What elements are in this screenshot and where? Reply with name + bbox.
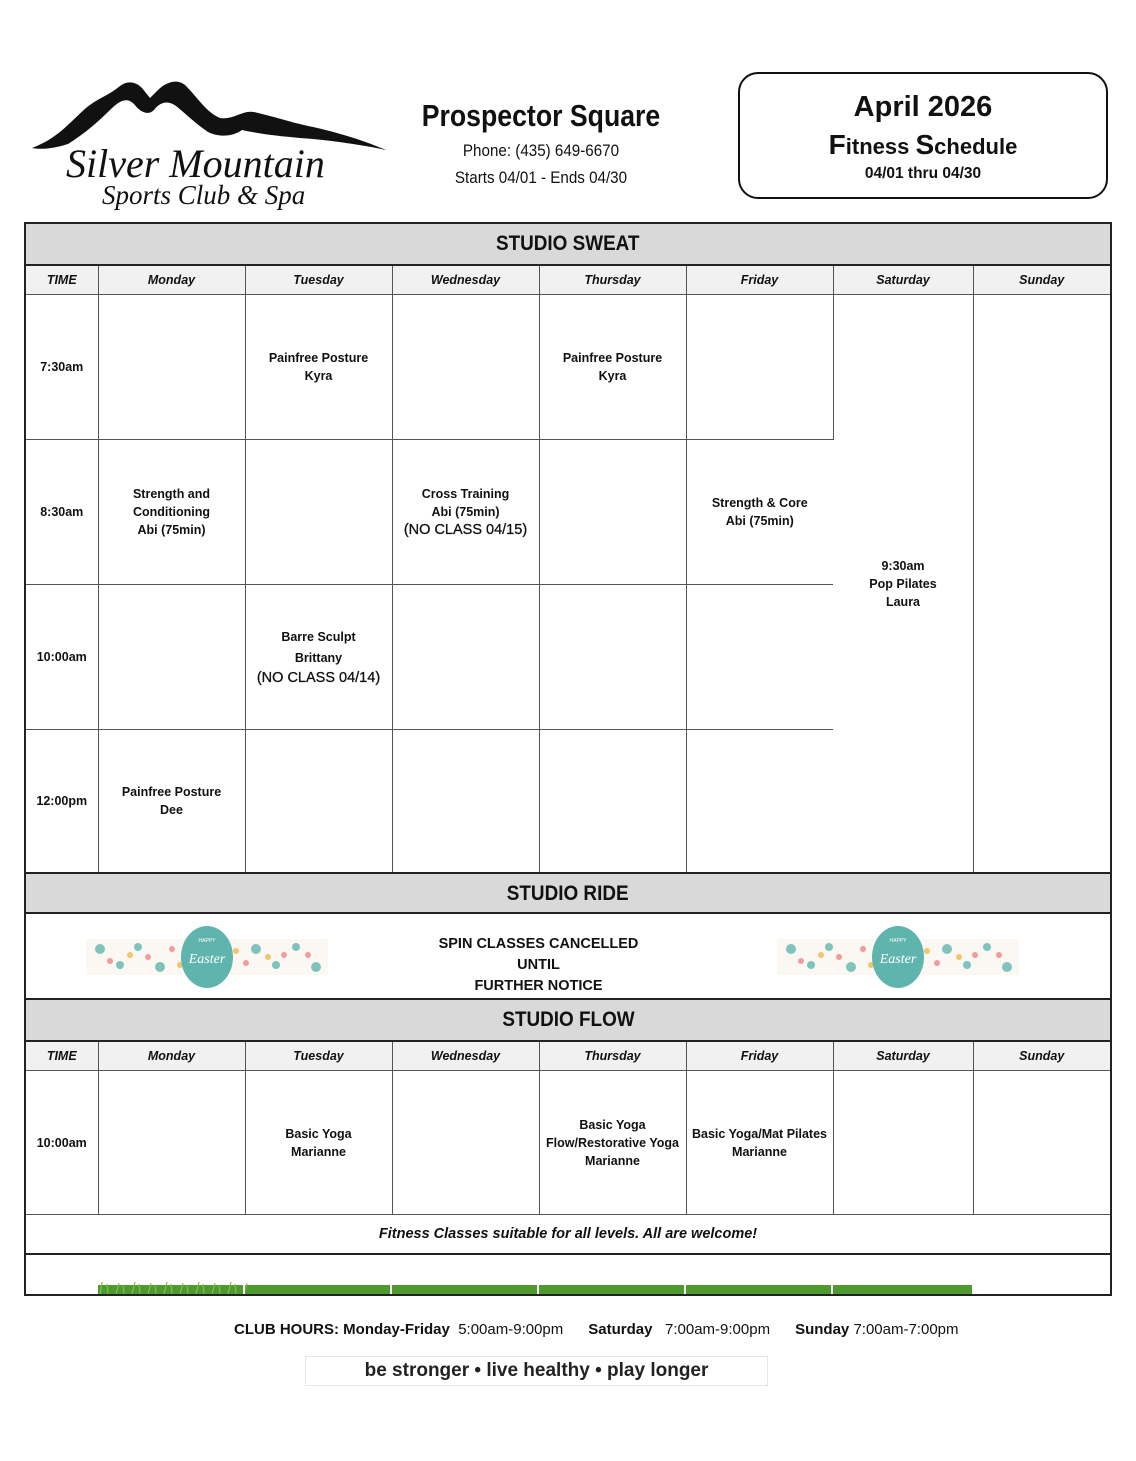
month-box <box>738 72 1108 199</box>
empty-cell <box>539 585 686 730</box>
class-cell <box>539 1071 686 1215</box>
club-hours <box>234 1321 959 1338</box>
weekday-label: Monday-Friday <box>343 1321 450 1338</box>
location-title: Prospector Square <box>421 98 661 133</box>
instructor: Marianne <box>732 1144 787 1159</box>
subtitle-cap-s: S <box>915 129 935 160</box>
class-name: Painfree Posture <box>562 351 663 365</box>
logo-title: Silver Mountain <box>66 141 325 186</box>
empty-cell <box>392 585 539 730</box>
class-cell <box>98 440 245 585</box>
col-saturday: Saturday <box>833 266 973 295</box>
class-name: Strength & Core <box>711 496 808 510</box>
studio-ride-row <box>26 914 1110 1000</box>
table-row <box>26 1071 1110 1215</box>
col-monday: Monday <box>98 1042 245 1071</box>
col-saturday: Saturday <box>833 1042 973 1071</box>
instructor: Brittany <box>294 651 343 665</box>
instructor: Abi (75min) <box>725 514 794 528</box>
saturday-label: Saturday <box>588 1321 653 1338</box>
flow-header-row <box>26 1042 1110 1071</box>
location-info <box>400 98 682 188</box>
studio-ride-title: STUDIO RIDE <box>507 882 629 905</box>
month-dates: 04/01 thru 04/30 <box>864 165 982 182</box>
class-cell <box>686 440 833 585</box>
class-name: Basic Yoga <box>579 1117 646 1132</box>
studio-flow-header <box>26 1000 1110 1042</box>
time-cell: 12:00pm <box>26 730 98 873</box>
saturday-class-cell <box>833 295 973 873</box>
empty-cell <box>245 440 392 585</box>
empty-cell <box>686 585 833 730</box>
weekday-hours: 5:00am-9:00pm <box>458 1321 564 1338</box>
studio-sweat-title: STUDIO SWEAT <box>496 232 640 255</box>
col-sunday: Sunday <box>973 1042 1110 1071</box>
no-class-note: (NO CLASS 04/14) <box>256 670 381 686</box>
col-friday: Friday <box>686 266 833 295</box>
class-name: Painfree Posture <box>121 785 222 799</box>
class-name: Conditioning <box>132 505 211 519</box>
time-cell: 7:30am <box>26 295 98 440</box>
col-thursday: Thursday <box>539 1042 686 1071</box>
col-monday: Monday <box>98 266 245 295</box>
studio-sweat-header <box>26 224 1110 266</box>
sweat-header-row <box>26 266 1110 295</box>
easter-text: Easter <box>188 952 226 967</box>
time-cell: 10:00am <box>26 1071 98 1215</box>
class-time: 9:30am <box>881 558 925 573</box>
studio-ride-header <box>26 872 1110 914</box>
sunday-label: Sunday <box>795 1321 850 1338</box>
class-name: Basic Yoga <box>285 1126 352 1141</box>
no-class-note: (NO CLASS 04/15) <box>403 522 528 538</box>
subtitle-cap-f: F <box>828 129 846 160</box>
col-wednesday: Wednesday <box>392 266 539 295</box>
class-cell <box>245 585 392 730</box>
easter-small-text: HAPPY <box>198 938 216 944</box>
class-cell <box>686 1071 833 1215</box>
empty-cell <box>686 295 833 440</box>
message-line-1: SPIN CLASSES CANCELLED UNTIL <box>438 936 639 973</box>
empty-cell <box>245 730 392 873</box>
month-title: April 2026 <box>853 91 993 123</box>
col-tuesday: Tuesday <box>245 1042 392 1071</box>
spin-cancel-message <box>416 934 661 997</box>
class-name: Pop Pilates <box>869 576 937 591</box>
class-name: Strength and <box>132 487 211 501</box>
easter-banner-left-icon <box>86 925 328 989</box>
empty-cell <box>539 730 686 873</box>
logo-subtitle: Sports Club & Spa <box>102 180 306 210</box>
col-wednesday: Wednesday <box>392 1042 539 1071</box>
class-name: Painfree Posture <box>268 351 369 365</box>
instructor: Kyra <box>598 369 627 383</box>
class-name: Barre Sculpt <box>281 630 356 644</box>
col-thursday: Thursday <box>539 266 686 295</box>
empty-cell <box>98 295 245 440</box>
easter-banner-right-icon <box>777 925 1019 989</box>
club-logo <box>28 72 390 214</box>
empty-cell <box>973 295 1110 873</box>
saturday-hours: 7:00am-9:00pm <box>665 1321 771 1338</box>
instructor: Abi (75min) <box>137 523 206 537</box>
grass-strip-icon <box>98 1282 972 1294</box>
schedule-frame <box>24 222 1112 1296</box>
sunday-hours: 7:00am-7:00pm <box>853 1321 959 1338</box>
instructor: Kyra <box>304 369 333 383</box>
class-name: Basic Yoga/Mat Pilates <box>691 1126 827 1141</box>
subtitle-part-1: itness <box>845 134 916 159</box>
location-dates: Starts 04/01 - Ends 04/30 <box>454 169 628 187</box>
time-cell: 10:00am <box>26 585 98 730</box>
class-name: Cross Training <box>421 487 510 501</box>
empty-cell <box>392 295 539 440</box>
empty-cell <box>392 730 539 873</box>
class-name: Flow/Restorative Yoga <box>546 1135 679 1150</box>
empty-cell <box>686 730 833 873</box>
col-friday: Friday <box>686 1042 833 1071</box>
instructor: Laura <box>885 594 921 609</box>
schedule-subtitle <box>740 129 1106 161</box>
easter-text: Easter <box>879 952 917 967</box>
subtitle-part-2: chedule <box>934 134 1018 159</box>
empty-cell <box>833 1071 973 1215</box>
empty-cell <box>973 1071 1110 1215</box>
message-line-2: FURTHER NOTICE <box>474 978 603 994</box>
class-cell <box>245 295 392 440</box>
location-phone: Phone: (435) 649-6670 <box>462 142 620 160</box>
col-time: TIME <box>26 266 98 295</box>
easter-small-text: HAPPY <box>889 938 907 944</box>
class-cell <box>392 440 539 585</box>
instructor: Marianne <box>291 1144 346 1159</box>
empty-cell <box>98 585 245 730</box>
col-sunday: Sunday <box>973 266 1110 295</box>
col-time: TIME <box>26 1042 98 1071</box>
empty-cell <box>539 440 686 585</box>
studio-flow-table <box>26 1042 1110 1215</box>
instructor: Marianne <box>585 1153 640 1168</box>
studio-sweat-table <box>26 266 1110 873</box>
instructor: Dee <box>160 803 183 817</box>
studio-flow-title: STUDIO FLOW <box>501 1008 635 1031</box>
class-cell <box>98 730 245 873</box>
class-cell <box>539 295 686 440</box>
instructor: Abi (75min) <box>431 505 500 519</box>
empty-cell <box>98 1071 245 1215</box>
tagline: be stronger • live healthy • play longer <box>305 1356 768 1386</box>
time-cell: 8:30am <box>26 440 98 585</box>
table-row <box>26 295 1110 440</box>
club-hours-label: CLUB HOURS: <box>234 1321 339 1338</box>
footer-note: Fitness Classes suitable for all levels. All are welcome! <box>26 1214 1110 1255</box>
col-tuesday: Tuesday <box>245 266 392 295</box>
empty-cell <box>392 1071 539 1215</box>
class-cell <box>245 1071 392 1215</box>
